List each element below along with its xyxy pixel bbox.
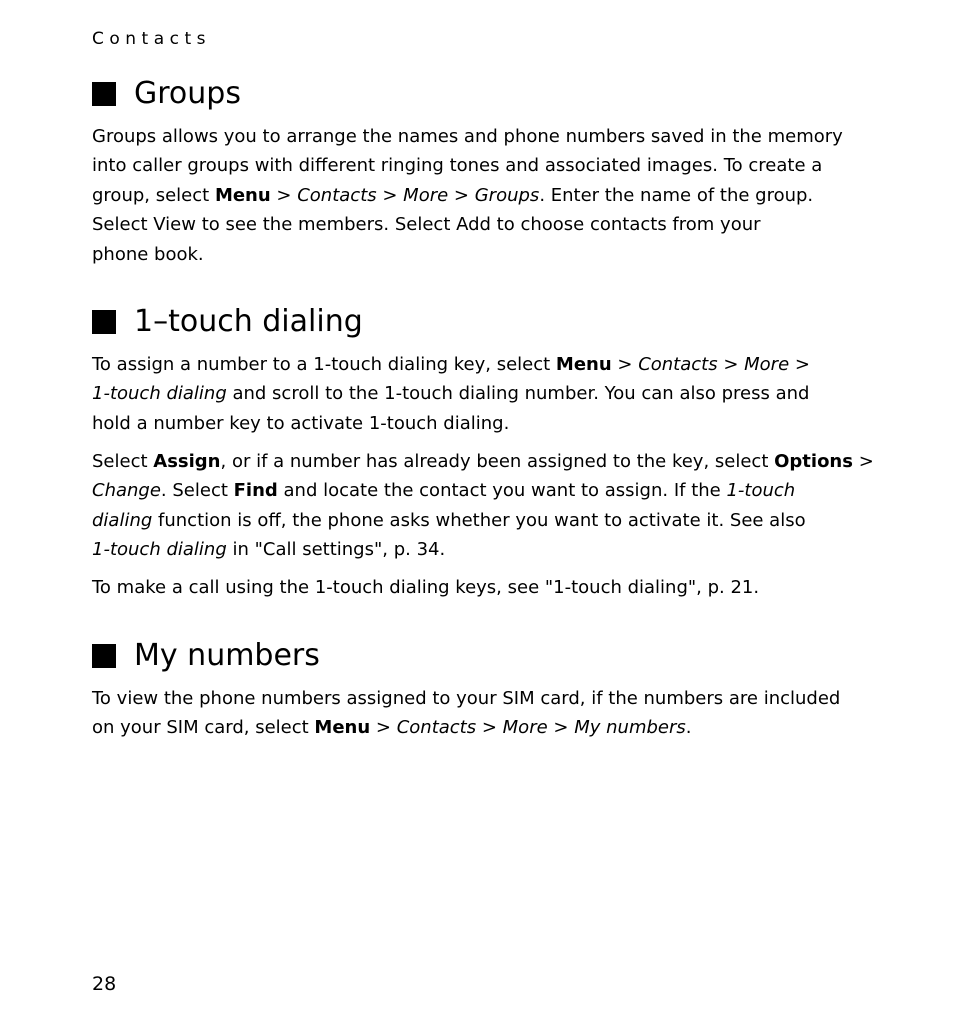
section-heading-groups xyxy=(92,75,241,113)
text-run: , or if a number has already been assigned to the key, select xyxy=(220,451,775,472)
section-bullet-icon xyxy=(92,644,116,668)
menu-path-term: Change xyxy=(92,480,161,502)
text-run: > xyxy=(270,184,298,206)
text-run: and locate the contact you want to assign. If the xyxy=(277,480,727,502)
text-run: > xyxy=(789,354,810,375)
text-run: and scroll to the 1-touch dialing number. You can also press and xyxy=(226,383,810,405)
text-run: function is off, the phone asks whether you want to activate it. See also xyxy=(152,509,806,531)
menu-path-term: Groups xyxy=(474,184,540,206)
menu-path-term: Contacts xyxy=(638,354,718,375)
menu-path-term: More xyxy=(502,717,548,739)
menu-path-term: 1-touch xyxy=(726,480,796,502)
text-run: . xyxy=(685,717,692,739)
text-run: in "Call settings", p. 34. xyxy=(226,539,446,561)
menu-term: Menu xyxy=(555,354,612,375)
menu-term: Menu xyxy=(214,184,271,206)
text-run: > xyxy=(852,451,874,472)
section-heading-text: Groups xyxy=(134,76,241,111)
paragraph-my-numbers xyxy=(92,684,840,743)
text-run: > xyxy=(547,717,575,739)
running-head: Contacts xyxy=(92,29,211,49)
text-run: > xyxy=(370,717,397,739)
menu-path-term: dialing xyxy=(92,509,153,531)
section-heading-text: 1–touch dialing xyxy=(134,304,363,339)
section-heading-1-touch-dialing xyxy=(92,303,363,341)
text-line: into caller groups with different ringing tones and associated images. To create a xyxy=(92,155,823,177)
paragraph-1-touch-assign xyxy=(92,350,810,438)
text-line: Select View to see the members. Select Add to choose contacts from your xyxy=(92,214,761,236)
menu-path-term: 1-touch dialing xyxy=(92,383,227,405)
section-bullet-icon xyxy=(92,310,116,334)
menu-path-term: More xyxy=(744,354,790,375)
text-run: on your SIM card, select xyxy=(92,717,315,739)
paragraph-1-touch-change xyxy=(92,447,874,565)
text-run: > xyxy=(717,354,745,375)
text-run: > xyxy=(476,717,503,739)
text-line: To view the phone numbers assigned to your SIM card, if the numbers are included xyxy=(92,688,841,709)
text-run: . Enter the name of the group. xyxy=(539,184,814,206)
menu-path-term: My numbers xyxy=(574,717,686,739)
menu-term: Assign xyxy=(153,451,221,472)
text-run: Select xyxy=(92,451,154,472)
section-heading-my-numbers xyxy=(92,637,320,675)
text-run: > xyxy=(376,184,404,206)
text-line: Groups allows you to arrange the names and phone numbers saved in the memory xyxy=(92,126,843,147)
menu-term: Find xyxy=(233,480,278,502)
menu-path-term: Contacts xyxy=(297,184,377,206)
text-run: To assign a number to a 1-touch dialing key, select xyxy=(92,354,556,375)
page-number: 28 xyxy=(92,973,117,995)
menu-path-term: Contacts xyxy=(396,717,477,739)
paragraph-groups xyxy=(92,122,843,269)
menu-term: Menu xyxy=(314,717,371,739)
text-run: > xyxy=(611,354,639,375)
menu-path-term: 1-touch dialing xyxy=(92,539,227,561)
section-bullet-icon xyxy=(92,82,116,106)
text-line: group, select xyxy=(92,184,215,206)
text-line: To make a call using the 1-touch dialing keys, see "1-touch dialing", p. 21. xyxy=(92,577,760,598)
text-run: > xyxy=(448,184,475,206)
text-line: hold a number key to activate 1-touch dialing. xyxy=(92,412,510,434)
paragraph-1-touch-call xyxy=(92,573,759,602)
menu-term: Options xyxy=(774,451,853,472)
menu-path-term: More xyxy=(403,184,449,206)
text-run: . Select xyxy=(160,480,234,502)
section-heading-text: My numbers xyxy=(134,638,320,673)
text-line: phone book. xyxy=(92,243,204,265)
